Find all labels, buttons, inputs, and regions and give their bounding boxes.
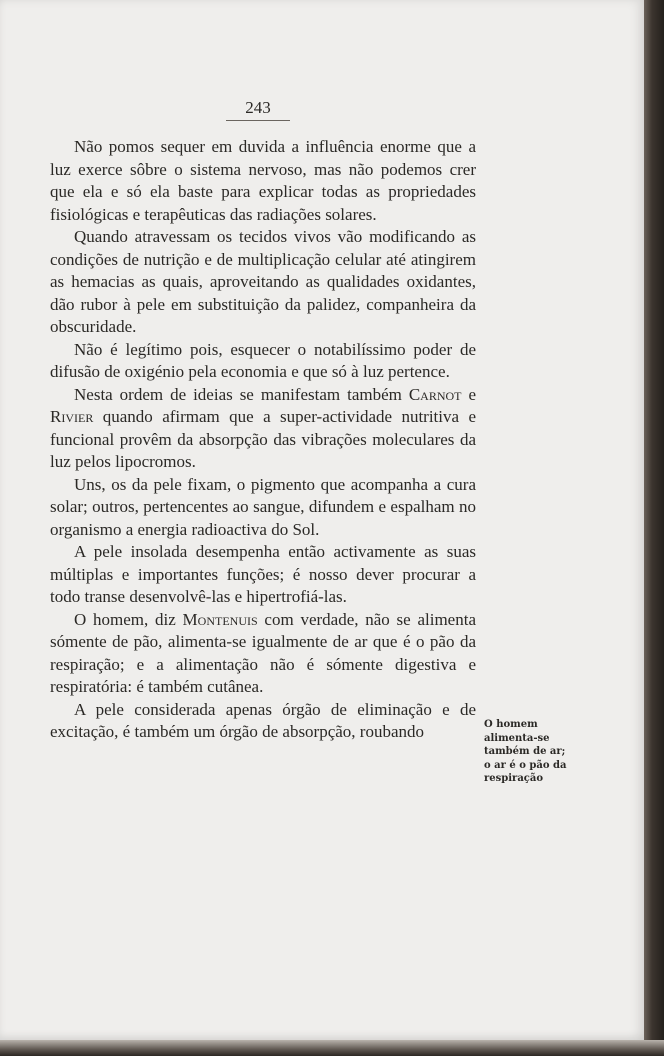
- paragraph-4-before: Nesta ordem de ideias se manifestam também: [74, 384, 409, 404]
- book-edge-bottom: [0, 1040, 664, 1056]
- paragraph-6: A pele insolada desempenha então activamente as suas múltiplas e importantes funções; é nosso dever procurar a todo transe desenvolvê-las e hipertrofiá-las.: [50, 542, 476, 606]
- paragraph-7-after: com verdade, não se alimenta sómente de pão, alimenta-se igualmente de ar que é o pão da respiração; e a alimentação não é sómente digestiva e respiratória: é também cutânea.: [50, 609, 476, 696]
- marginal-note: O homem alimenta-se também de ar; o ar é o pão da respiração: [484, 719, 567, 784]
- paragraph-4-after: quando afirmam que a super-actividade nutritiva e funcional provêm da absorpção das vibrações moleculares da luz pelos lipocromos.: [50, 407, 476, 471]
- paragraph-7: [50, 609, 476, 699]
- book-edge-right: [644, 0, 664, 1056]
- paragraph-2: Quando atravessam os tecidos vivos vão modificando as condições de nutrição e de multiplicação celular até atingirem as hemacias as quais, aproveitando as qualidades oxidantes, dão rubor à pele em substituição da palidez, companheira da obscuridade.: [50, 227, 476, 336]
- author-name-montenuis: Montenuis: [182, 609, 258, 629]
- body-text: [50, 136, 476, 744]
- paragraph-5: Uns, os da pele fixam, o pigmento que acompanha a cura solar; outros, pertencentes ao sangue, difundem e espalham no organismo a energia radioactiva do Sol.: [50, 474, 476, 539]
- author-name-carnot: Carnot: [408, 384, 462, 404]
- author-name-rivier: Rivier: [50, 407, 94, 426]
- paragraph-3: Não é legítimo pois, esquecer o notabilíssimo poder de difusão de oxigénio pela economia e que só à luz pertence.: [50, 339, 476, 381]
- paragraph-1: Não pomos sequer em duvida a influência enorme que a luz exerce sôbre o sistema nervoso, mas não podemos crer que ela e só ela baste para explicar todas as propriedades fisiológicas e terapêuticas das radiações solares.: [50, 137, 476, 224]
- paragraph-7-before: O homem, diz: [74, 609, 183, 629]
- paragraph-4: [50, 384, 476, 474]
- page-number: 243: [226, 98, 290, 121]
- paragraph-8: A pele considerada apenas órgão de eliminação e de excitação, é também um órgão de absorpção, roubando: [50, 699, 476, 741]
- paragraph-4-middle: e: [461, 384, 477, 404]
